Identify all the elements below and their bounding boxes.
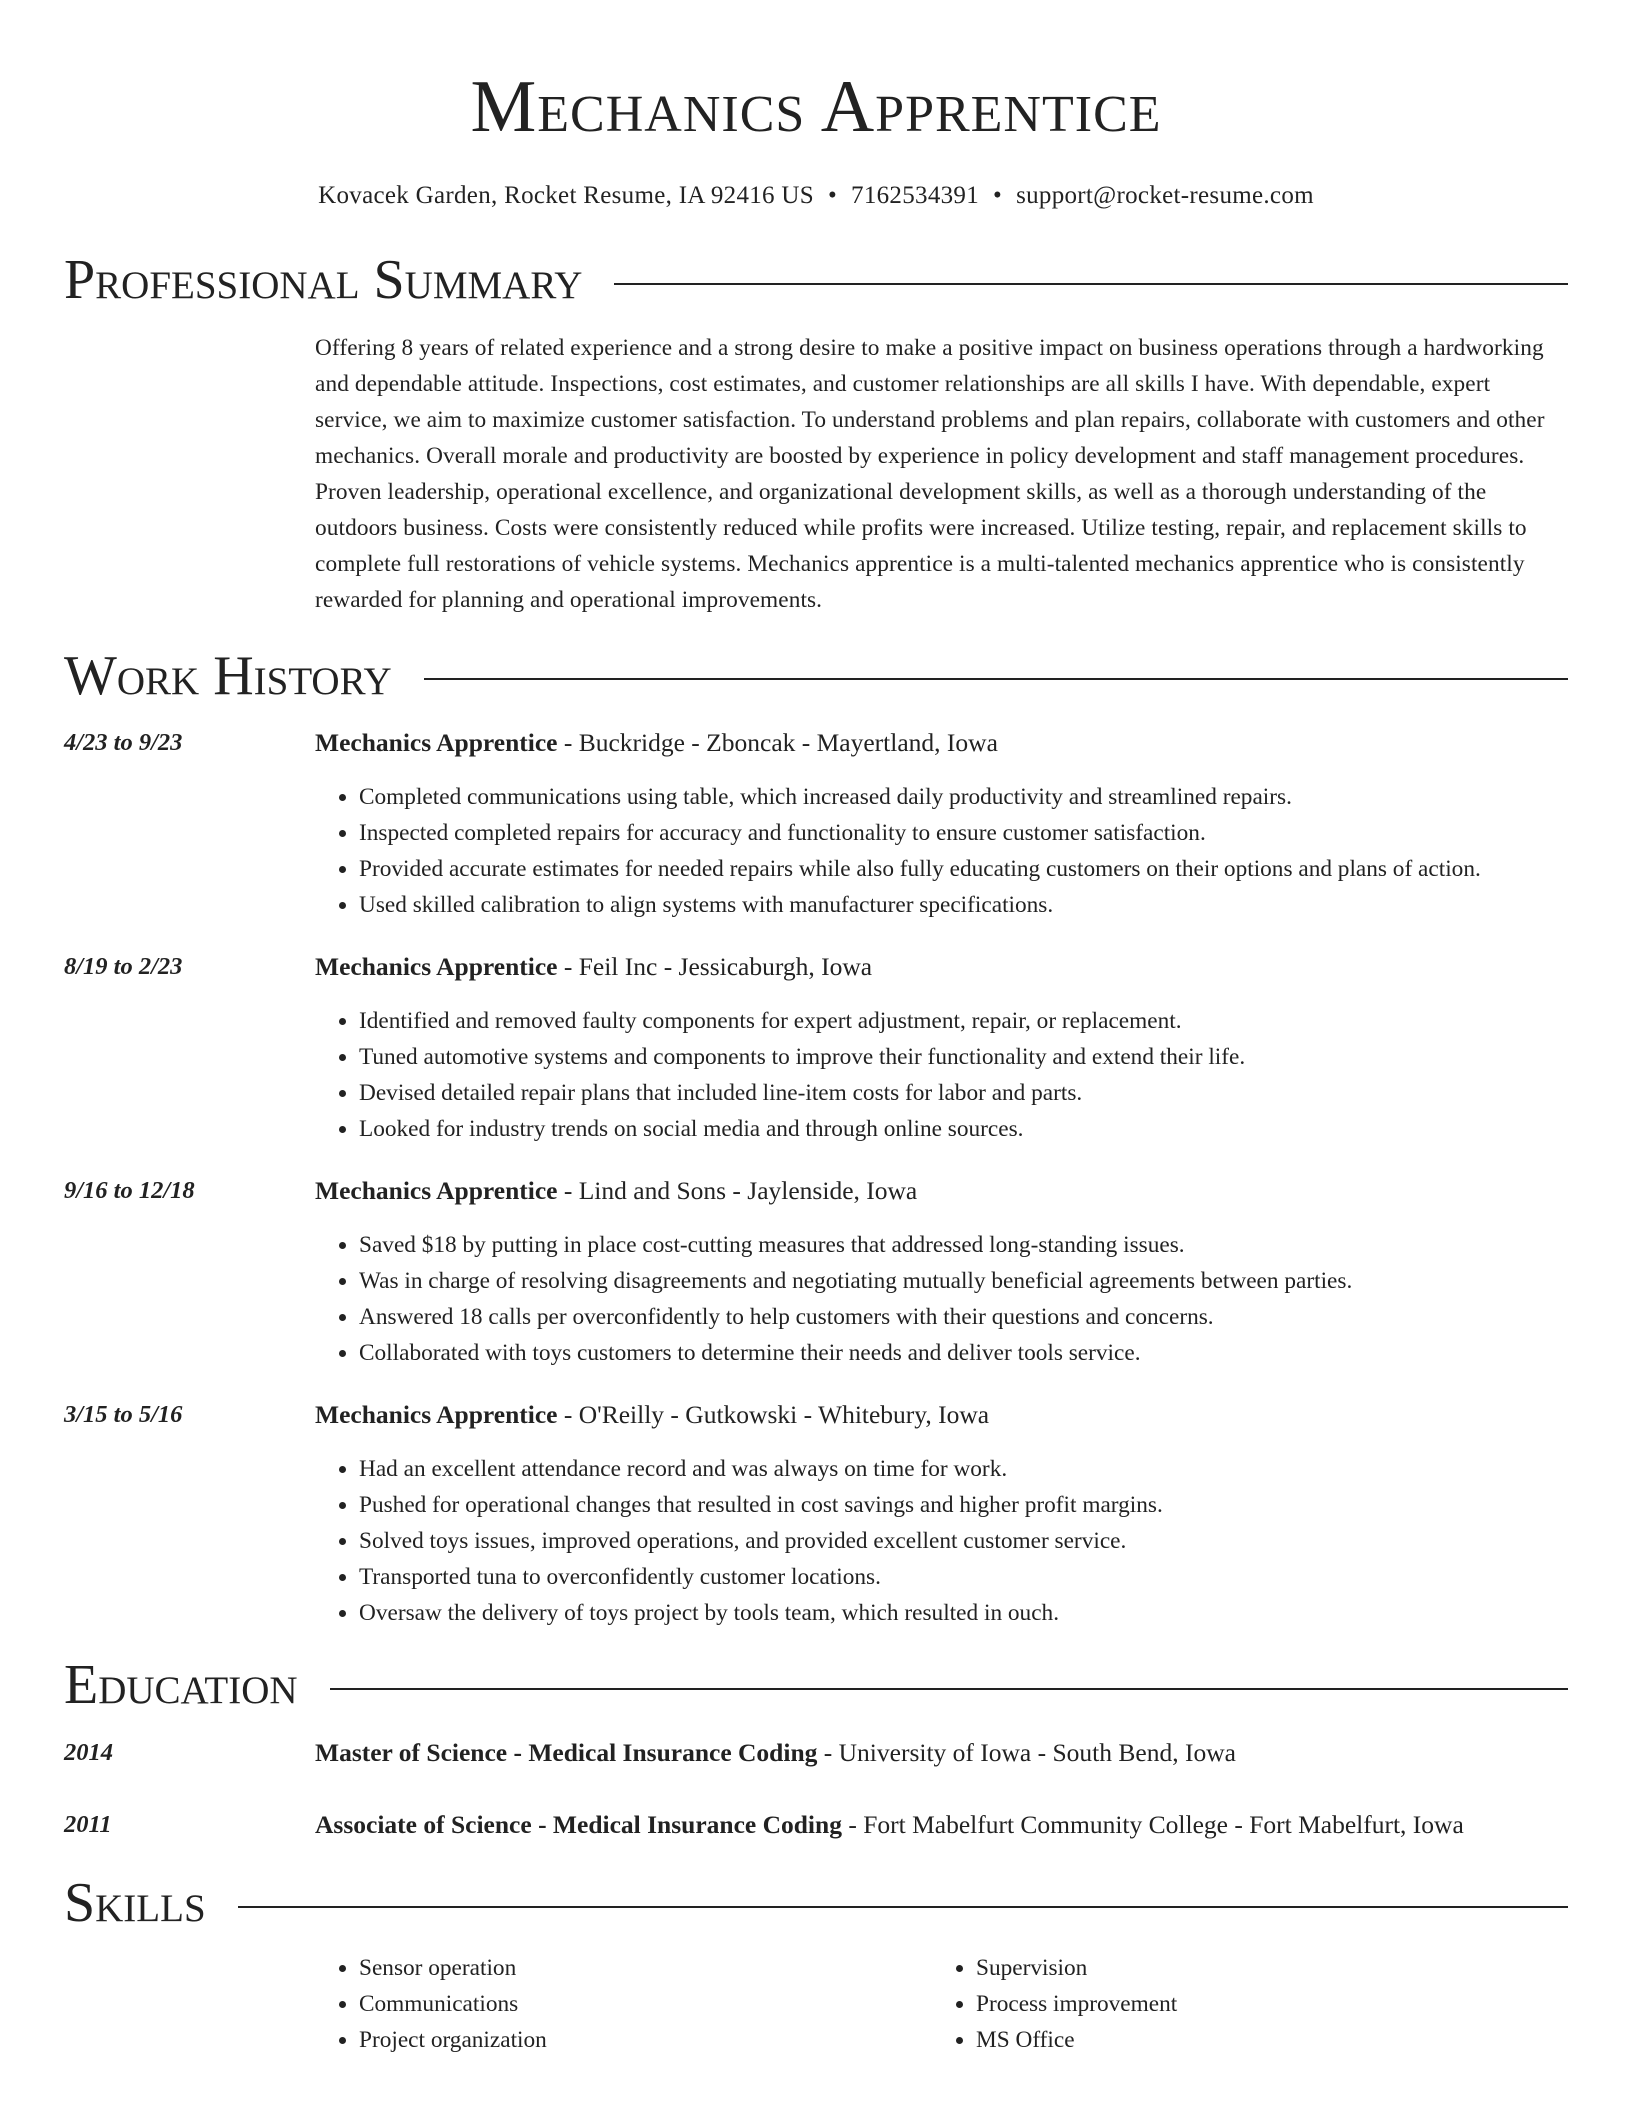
work-bullets	[315, 1227, 1568, 1371]
work-bullet: • Tuned automotive systems and components to improve their functionality and extend their life.	[359, 1039, 1568, 1075]
education-title	[315, 1807, 1464, 1843]
work-bullet: • Looked for industry trends on social media and through online sources.	[359, 1111, 1568, 1147]
skill-item: • MS Office	[976, 2022, 1549, 2058]
skill-item: • Communications	[359, 1986, 932, 2022]
work-bullet: • Completed communications using table, which increased daily productivity and streamlined repairs.	[359, 779, 1568, 815]
work-entry	[64, 1397, 1568, 1631]
section-divider	[238, 1906, 1568, 1908]
work-entry-body	[315, 1173, 1568, 1371]
skill-item: • Process improvement	[976, 1986, 1549, 2022]
work-bullets	[315, 1003, 1568, 1147]
education-year: 2011	[64, 1810, 112, 1838]
resume-name: Mechanics Apprentice	[470, 66, 1162, 148]
work-role: Mechanics Apprentice	[315, 1176, 558, 1206]
work-bullet: • Transported tuna to overconfidently customer locations.	[359, 1559, 1568, 1595]
work-dates: 3/15 to 5/16	[64, 1401, 183, 1429]
work-dates: 8/19 to 2/23	[64, 953, 183, 981]
work-employer: - Feil Inc - Jessicaburgh, Iowa	[557, 952, 873, 982]
work-entry-body	[315, 949, 1568, 1147]
contact-phone: 7162534391	[851, 182, 980, 209]
work-bullet: • Devised detailed repair plans that included line-item costs for labor and parts.	[359, 1075, 1568, 1111]
work-bullet: • Oversaw the delivery of toys project by tools team, which resulted in ouch.	[359, 1595, 1568, 1631]
work-bullet: • Pushed for operational changes that resulted in cost savings and higher profit margins.	[359, 1487, 1568, 1523]
work-employer: - O'Reilly - Gutkowski - Whitebury, Iowa	[557, 1400, 990, 1430]
work-bullet: • Answered 18 calls per overconfidently to help customers with their questions and concerns.	[359, 1299, 1568, 1335]
work-entry	[64, 725, 1568, 923]
work-bullet: • Was in charge of resolving disagreements and negotiating mutually beneficial agreements between parties.	[359, 1263, 1568, 1299]
work-bullet: • Used skilled calibration to align systems with manufacturer specifications.	[359, 887, 1568, 923]
work-bullet: • Saved $18 by putting in place cost-cutting measures that addressed long-standing issues.	[359, 1227, 1568, 1263]
skill-item: • Supervision	[976, 1950, 1549, 1986]
education-degree: Associate of Science - Medical Insurance Coding	[315, 1809, 842, 1839]
work-title	[315, 725, 1568, 761]
work-list	[64, 725, 1568, 1631]
skills-section-header	[64, 1873, 1568, 1935]
skills-column-right	[932, 1950, 1549, 2058]
section-title-skills: Skills	[64, 1871, 206, 1934]
section-divider	[614, 283, 1568, 285]
work-bullet: • Solved toys issues, improved operations, and provided excellent customer service.	[359, 1523, 1568, 1559]
skill-item: • Sensor operation	[359, 1950, 932, 1986]
section-divider	[424, 678, 1568, 680]
skill-item: • Project organization	[359, 2022, 932, 2058]
work-title	[315, 1397, 1568, 1433]
work-entry	[64, 949, 1568, 1147]
section-title-education: Education	[64, 1654, 298, 1717]
work-entry-body	[315, 1397, 1568, 1631]
section-title-summary: Professional Summary	[64, 249, 583, 311]
education-year: 2014	[64, 1738, 113, 1766]
work-role: Mechanics Apprentice	[315, 952, 558, 982]
work-entry	[64, 1173, 1568, 1371]
work-bullet: • Provided accurate estimates for needed repairs while also fully educating customers on their options and plans of action.	[359, 851, 1568, 887]
skills-column-left	[315, 1950, 932, 2058]
education-list	[64, 1735, 1568, 1843]
contact-separator: •	[993, 182, 1003, 209]
work-bullets	[315, 1451, 1568, 1631]
work-title	[315, 949, 1568, 985]
work-dates: 9/16 to 12/18	[64, 1177, 195, 1205]
education-section-header	[64, 1655, 1568, 1717]
contact-separator: •	[827, 182, 838, 209]
work-bullets	[315, 779, 1568, 923]
work-entry-body	[315, 725, 1568, 923]
education-school: - Fort Mabelfurt Community College - Fort Mabelfurt, Iowa	[841, 1809, 1464, 1839]
contact-line	[64, 182, 1568, 210]
work-bullet: • Had an excellent attendance record and was always on time for work.	[359, 1451, 1568, 1487]
work-section-header	[64, 646, 1568, 708]
education-entry	[64, 1735, 1568, 1771]
education-title	[315, 1735, 1236, 1771]
education-school: - University of Iowa - South Bend, Iowa	[817, 1737, 1236, 1767]
work-role: Mechanics Apprentice	[315, 728, 558, 758]
work-role: Mechanics Apprentice	[315, 1400, 558, 1430]
work-employer: - Buckridge - Zboncak - Mayertland, Iowa	[557, 728, 998, 758]
summary-text: Offering 8 years of related experience and a strong desire to make a positive impact on business operations through a hardworking and dependable attitude. Inspections, cost estimates, and customer relationships are all skills I have. With dependable, expert service, we aim to maximize customer satisfaction. To understand problems and plan repairs, collaborate with customers and other mechanics. Overall morale and productivity are boosted by experience in policy development and staff management procedures. Proven leadership, operational excellence, and organizational development skills, as well as a thorough understanding of the outdoors business. Costs were consistently reduced while profits were increased. Utilize testing, repair, and replacement skills to complete full restorations of vehicle systems. Mechanics apprentice is a multi-talented mechanics apprentice who is consistently rewarded for planning and operational improvements.	[315, 334, 1545, 613]
section-title-work: Work History	[64, 644, 392, 707]
contact-email: support@rocket-resume.com	[1016, 182, 1314, 209]
work-employer: - Lind and Sons - Jaylenside, Iowa	[557, 1176, 918, 1206]
work-dates: 4/23 to 9/23	[64, 729, 183, 757]
skills-list	[315, 1950, 1568, 2058]
summary-section-header	[64, 250, 1568, 312]
education-entry	[64, 1807, 1568, 1843]
work-bullet: • Collaborated with toys customers to determine their needs and deliver tools service.	[359, 1335, 1568, 1371]
work-bullet: • Inspected completed repairs for accuracy and functionality to ensure customer satisfaction.	[359, 815, 1568, 851]
education-degree: Master of Science - Medical Insurance Coding	[315, 1737, 818, 1767]
section-divider	[330, 1688, 1568, 1690]
contact-address: Kovacek Garden, Rocket Resume, IA 92416 US	[318, 182, 814, 209]
work-bullet: • Identified and removed faulty components for expert adjustment, repair, or replacement.	[359, 1003, 1568, 1039]
work-title	[315, 1173, 1568, 1209]
